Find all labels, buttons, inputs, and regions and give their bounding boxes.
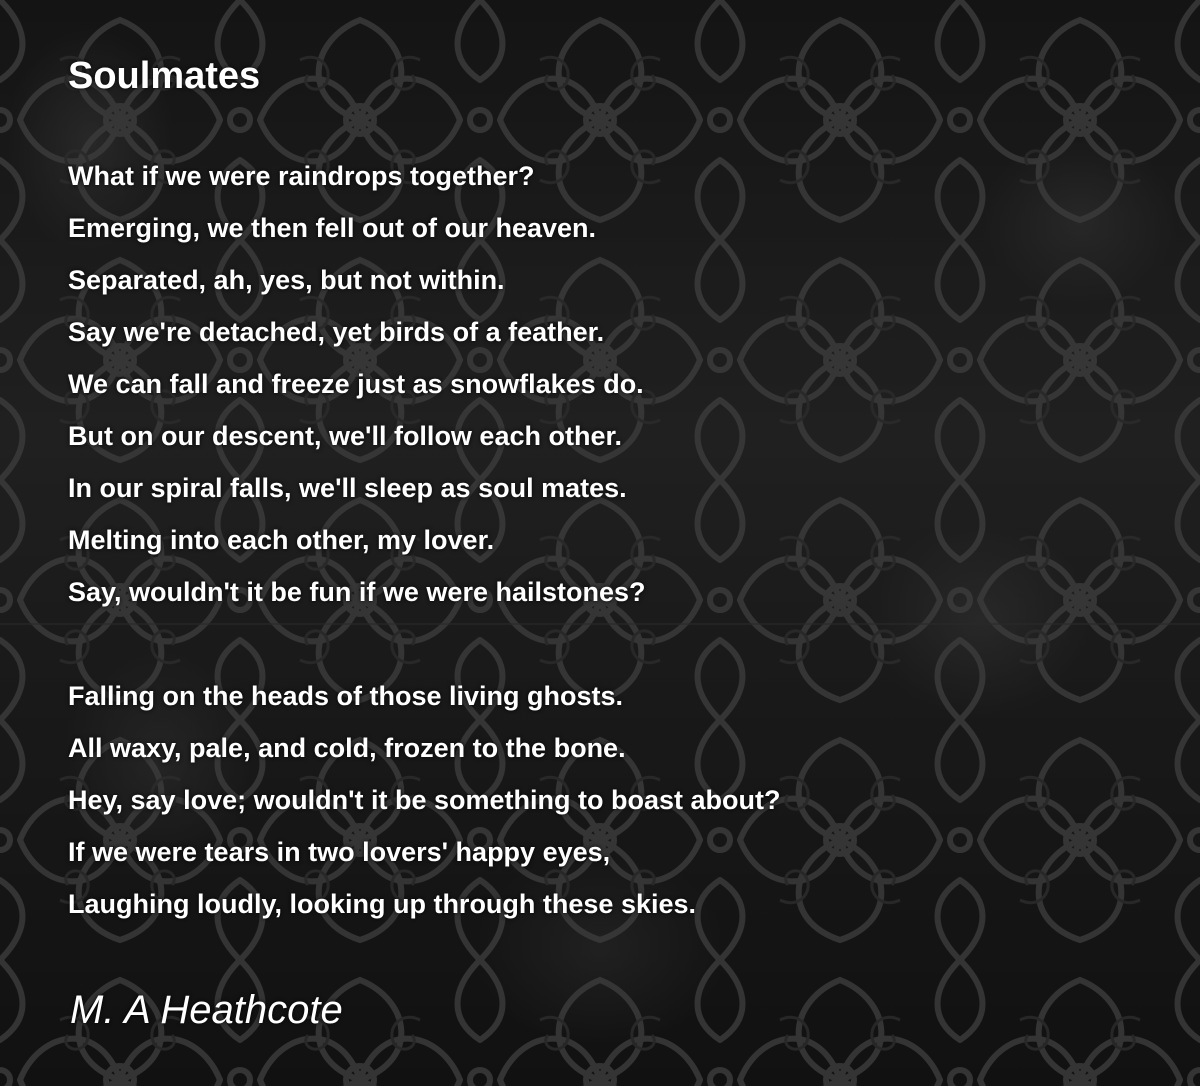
poem-line: Falling on the heads of those living ghosts.: [68, 681, 624, 711]
poem-line: What if we were raindrops together?: [68, 161, 535, 191]
stanza-1: [68, 150, 1168, 618]
poem-line: If we were tears in two lovers' happy eyes,: [68, 837, 611, 867]
poem-line: Melting into each other, my lover.: [68, 525, 495, 555]
poem-line: Hey, say love; wouldn't it be something to boast about?: [68, 785, 781, 815]
poem-line: Separated, ah, yes, but not within.: [68, 265, 505, 295]
poem-title: Soulmates: [68, 55, 261, 97]
stanza-2: [68, 670, 1168, 930]
poem-line: Say, wouldn't it be fun if we were hailstones?: [68, 577, 646, 607]
poem-line: In our spiral falls, we'll sleep as soul mates.: [68, 473, 627, 503]
poem-author: M. A Heathcote: [70, 988, 343, 1032]
poem-line: But on our descent, we'll follow each other.: [68, 421, 622, 451]
poem-line: Emerging, we then fell out of our heaven.: [68, 213, 597, 243]
poem-line: All waxy, pale, and cold, frozen to the bone.: [68, 733, 626, 763]
poem-line: Say we're detached, yet birds of a feather.: [68, 317, 605, 347]
poem-line: Laughing loudly, looking up through these skies.: [68, 889, 697, 919]
poem-body: [68, 150, 1168, 982]
poem-line: We can fall and freeze just as snowflakes do.: [68, 369, 644, 399]
